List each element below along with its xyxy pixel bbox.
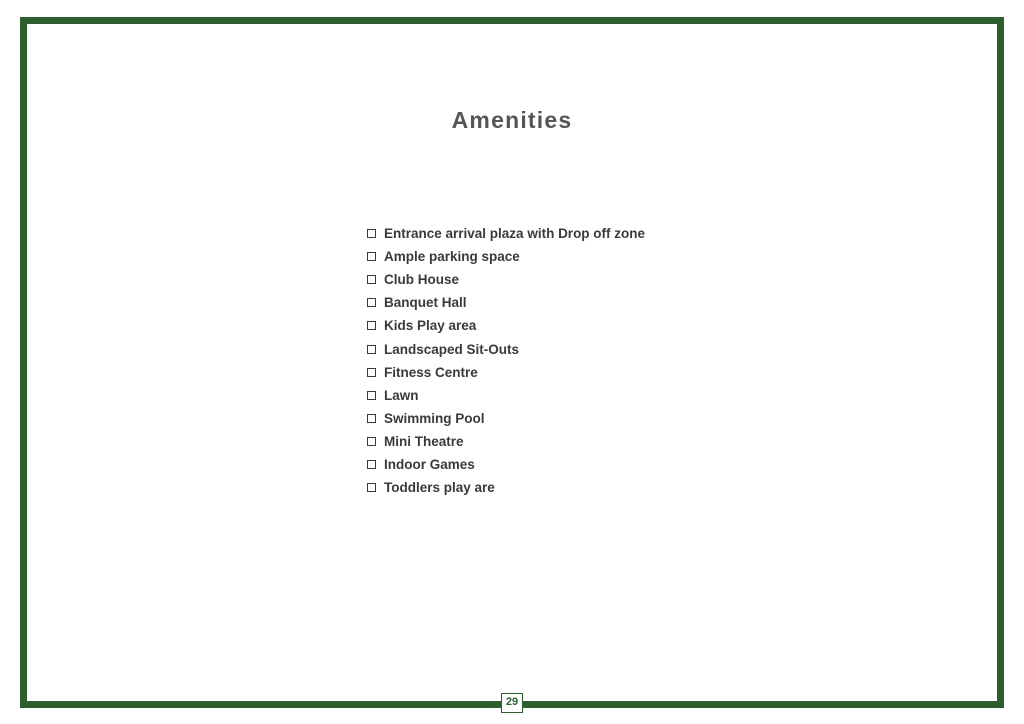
checkbox-empty-icon — [367, 298, 376, 307]
list-item-label: Fitness Centre — [384, 364, 478, 380]
list-item-label: Lawn — [384, 387, 419, 403]
list-item-label: Banquet Hall — [384, 295, 467, 311]
list-item-label: Ample parking space — [384, 249, 520, 265]
list-item-label: Mini Theatre — [384, 433, 464, 449]
list-item — [367, 384, 645, 407]
list-item-label: Landscaped Sit-Outs — [384, 341, 520, 357]
list-item-label: Kids Play area — [384, 318, 477, 334]
list-item — [367, 245, 645, 268]
list-item — [367, 407, 645, 430]
amenities-list — [367, 222, 645, 499]
list-item-label: Swimming Pool — [384, 410, 485, 426]
list-item — [367, 453, 645, 476]
list-item-label: Toddlers play are — [384, 480, 495, 496]
list-item — [367, 291, 645, 314]
list-item — [367, 430, 645, 453]
checkbox-empty-icon — [367, 483, 376, 492]
checkbox-empty-icon — [367, 391, 376, 400]
list-item-label: Entrance arrival plaza with Drop off zone — [384, 226, 646, 242]
list-item — [367, 268, 645, 291]
checkbox-empty-icon — [367, 414, 376, 423]
list-item — [367, 337, 645, 360]
checkbox-empty-icon — [367, 275, 376, 284]
checkbox-empty-icon — [367, 252, 376, 261]
checkbox-empty-icon — [367, 368, 376, 377]
checkbox-empty-icon — [367, 460, 376, 469]
checkbox-empty-icon — [367, 345, 376, 354]
checkbox-empty-icon — [367, 321, 376, 330]
list-item — [367, 361, 645, 384]
list-item — [367, 314, 645, 337]
checkbox-empty-icon — [367, 229, 376, 238]
checkbox-empty-icon — [367, 437, 376, 446]
page-title: Amenities — [451, 107, 573, 134]
page-number: 29 — [501, 693, 523, 713]
list-item — [367, 476, 645, 499]
list-item — [367, 222, 645, 245]
list-item-label: Indoor Games — [384, 456, 475, 472]
list-item-label: Club House — [384, 272, 460, 288]
